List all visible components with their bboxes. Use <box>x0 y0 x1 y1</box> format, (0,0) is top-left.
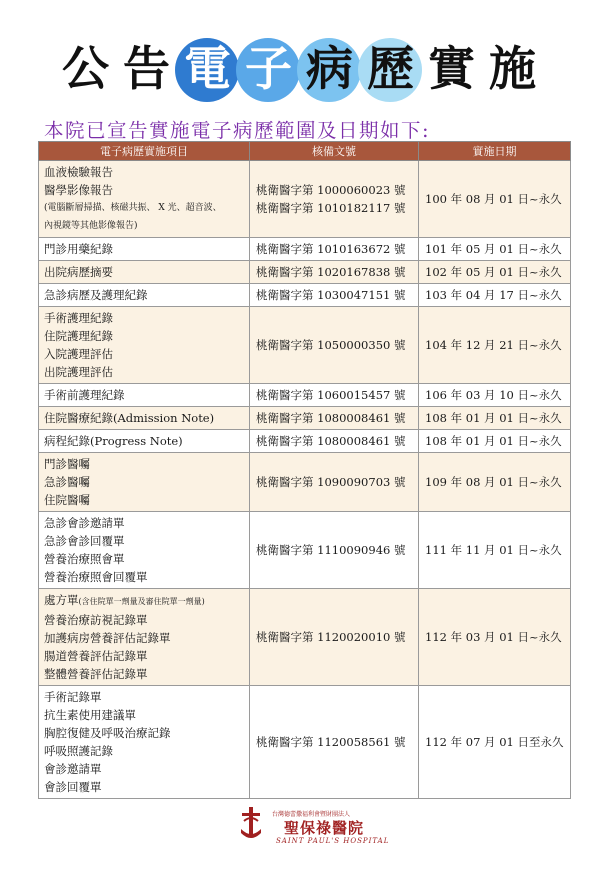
item-line: 營養治療照會單 <box>44 552 125 566</box>
header-date: 實施日期 <box>419 142 571 161</box>
item-line: 手術記錄單 <box>44 690 102 704</box>
footer-hospital-name: 聖保祿醫院 <box>284 819 365 837</box>
header-items: 電子病歷實施項目 <box>39 142 250 161</box>
item-line: 住院護理紀錄 <box>44 329 113 343</box>
title-char: 歷 <box>367 42 414 97</box>
title-char: 實 <box>428 42 475 97</box>
table-row <box>39 589 571 686</box>
title-char: 公 <box>62 42 109 97</box>
date-cell: 112 年 07 月 01 日至永久 <box>419 686 571 799</box>
doc-number: 桃衛醫字第 1080008461 號 <box>256 434 406 448</box>
item-cell <box>39 284 250 307</box>
item-line: 營養治療照會回覆單 <box>44 570 148 584</box>
item-line: 抗生素使用建議單 <box>44 708 136 722</box>
doc-number: 桃衛醫字第 1110090946 號 <box>256 543 406 557</box>
doc-number-cell <box>250 512 419 589</box>
doc-number: 桃衛醫字第 1010163672 號 <box>256 242 406 256</box>
item-cell <box>39 384 250 407</box>
item-line: 營養治療訪視記錄單 <box>44 613 148 627</box>
item-note: (含住院單一劑量及審住院單一劑量) <box>78 597 205 606</box>
table-row <box>39 686 571 799</box>
subtitle: 本院已宣告實施電子病歷範圍及日期如下: <box>44 119 431 142</box>
item-line: 呼吸照護記錄 <box>44 744 113 758</box>
item-line: 住院醫囑 <box>44 493 90 507</box>
doc-number-cell <box>250 589 419 686</box>
footer-english-name: SAINT PAUL'S HOSPITAL <box>276 837 390 845</box>
item-text: 處方單 <box>44 593 79 607</box>
item-line: 手術護理紀錄 <box>44 311 113 325</box>
table-row <box>39 453 571 512</box>
doc-number-cell <box>250 686 419 799</box>
item-line: 醫學影像報告 <box>44 183 113 197</box>
table-row <box>39 384 571 407</box>
table-row <box>39 512 571 589</box>
date-cell: 104 年 12 月 21 日~永久 <box>419 307 571 384</box>
date-cell: 103 年 04 月 17 日~永久 <box>419 284 571 307</box>
doc-number-cell <box>250 384 419 407</box>
doc-number: 桃衛醫字第 1000060023 號 <box>256 183 406 197</box>
title-char: 告 <box>123 42 170 97</box>
title-char: 子 <box>245 42 292 97</box>
item-line: 急診會診邀請單 <box>44 516 125 530</box>
doc-number: 桃衛醫字第 1030047151 號 <box>256 288 406 302</box>
item-line: 病程紀錄(Progress Note) <box>44 434 183 448</box>
doc-number-cell <box>250 453 419 512</box>
item-line: 胸腔復健及呼吸治療記錄 <box>44 726 171 740</box>
date-cell: 100 年 08 月 01 日~永久 <box>419 161 571 238</box>
hospital-logo <box>238 803 390 853</box>
table-row <box>39 307 571 384</box>
table-row <box>39 161 571 238</box>
doc-number: 桃衛醫字第 1120058561 號 <box>256 735 406 749</box>
doc-number: 桃衛醫字第 1090090703 號 <box>256 475 406 489</box>
doc-number-cell <box>250 284 419 307</box>
item-line: 會診回覆單 <box>44 780 102 794</box>
date-cell: 109 年 08 月 01 日~永久 <box>419 453 571 512</box>
table-row <box>39 284 571 307</box>
table-row <box>39 261 571 284</box>
doc-number-cell <box>250 430 419 453</box>
item-line: 門診用藥紀錄 <box>44 242 113 256</box>
item-line: 入院護理評估 <box>44 347 113 361</box>
date-cell: 101 年 05 月 01 日~永久 <box>419 238 571 261</box>
date-cell: 108 年 01 月 01 日~永久 <box>419 407 571 430</box>
item-line: 急診醫囑 <box>44 475 90 489</box>
doc-number: 桃衛醫字第 1050000350 號 <box>256 338 406 352</box>
doc-number-cell <box>250 238 419 261</box>
item-cell <box>39 407 250 430</box>
doc-number: 桃衛醫字第 1010182117 號 <box>256 201 406 215</box>
item-line: 會診邀請單 <box>44 762 102 776</box>
doc-number: 桃衛醫字第 1080008461 號 <box>256 411 406 425</box>
date-cell: 108 年 01 月 01 日~永久 <box>419 430 571 453</box>
item-cell <box>39 238 250 261</box>
item-line: 出院護理評估 <box>44 365 113 379</box>
table-row <box>39 238 571 261</box>
item-line: 住院醫療紀錄(Admission Note) <box>44 411 215 425</box>
page-title <box>55 38 545 102</box>
date-cell: 102 年 05 月 01 日~永久 <box>419 261 571 284</box>
item-cell <box>39 686 250 799</box>
doc-number: 桃衛醫字第 1120020010 號 <box>256 630 406 644</box>
item-line: 加護病房營養評估記錄單 <box>44 631 171 645</box>
doc-number-cell <box>250 161 419 238</box>
item-line: (電腦斷層掃描、核磁共振、 X 光、超音波、 <box>44 203 222 213</box>
item-cell <box>39 589 250 686</box>
doc-number: 桃衛醫字第 1020167838 號 <box>256 265 406 279</box>
table-row <box>39 430 571 453</box>
item-line: 血液檢驗報告 <box>44 165 113 179</box>
date-cell: 112 年 03 月 01 日~永久 <box>419 589 571 686</box>
item-line <box>44 591 244 611</box>
table-header-row <box>39 142 571 161</box>
footer-org: 台灣德蕾撒福利會暨財團法人 <box>272 811 351 818</box>
item-line: 出院病歷摘要 <box>44 265 113 279</box>
item-cell <box>39 453 250 512</box>
item-cell <box>39 161 250 238</box>
item-line: 門診醫囑 <box>44 457 90 471</box>
item-line: 手術前護理紀錄 <box>44 388 125 402</box>
doc-number: 桃衛醫字第 1060015457 號 <box>256 388 406 402</box>
item-line: 急診會診回覆單 <box>44 534 125 548</box>
date-cell: 111 年 11 月 01 日~永久 <box>419 512 571 589</box>
table-row <box>39 407 571 430</box>
item-line: 內視鏡等其他影像報告) <box>44 221 138 231</box>
item-line: 整體營養評估記錄單 <box>44 667 148 681</box>
item-line: 急診病歷及護理紀錄 <box>44 288 148 302</box>
item-cell <box>39 307 250 384</box>
item-line: 腸道營養評估記錄單 <box>44 649 148 663</box>
hospital-emblem-icon <box>238 805 264 845</box>
title-char: 病 <box>306 42 353 97</box>
title-char: 施 <box>489 42 536 97</box>
date-cell: 106 年 03 月 10 日~永久 <box>419 384 571 407</box>
item-cell <box>39 430 250 453</box>
item-cell <box>39 512 250 589</box>
implementation-table <box>38 141 571 799</box>
doc-number-cell <box>250 261 419 284</box>
doc-number-cell <box>250 307 419 384</box>
header-doc-no: 核備文號 <box>250 142 419 161</box>
doc-number-cell <box>250 407 419 430</box>
title-char: 電 <box>184 42 231 97</box>
item-cell <box>39 261 250 284</box>
